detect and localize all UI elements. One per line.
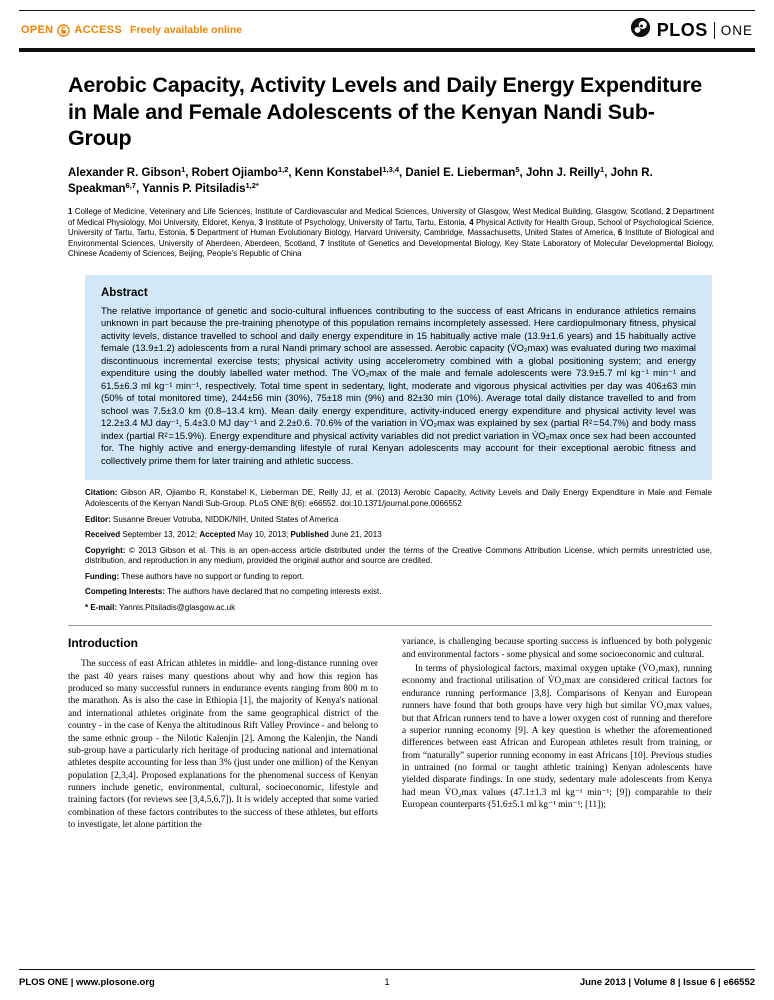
author-affiliation-sup: 5 (515, 164, 520, 174)
open-access-icon (57, 24, 70, 37)
author: John R. Speakman$^{6,7}$, (68, 166, 653, 196)
copyright-row: Copyright: © 2013 Gibson et al. This is an open-access article distributed under the terms of the Creative Commons Attribution License, which permits unrestricted use, distribution, and reproduction in any medium, provided the original author and source are credited. (85, 545, 712, 566)
article-title: Aerobic Capacity, Activity Levels and Daily Energy Expenditure in Male and Female Adolescents of the Kenyan Nandi Sub-Group (68, 73, 703, 151)
body-paragraph: The success of east African athletes in middle- and long-distance running over the past 40 years raises many questions about why and how this region has produced so many successful runners in endurance events ranging from 800 m to the marathon. As is also the case in Ethiopia [1], the majority of Kenya's national and international athletes originate from the same geographical district of the country - in the case of Kenya the altitudinous Rift Valley Province - and belong to the same ethnic group - the Nilotic Kalenjin [2]. Among the Kalenjin, the Nandi sub-group have a particularly rich heritage of producing national and international athletes despite accounting for less than 3% (just under one million) of the Kenyan population [2,3,4]. Proposed explanations for the phenomenal success of Kenyan runners include genetic, environmental, cultural, socioeconomic, lifestyle and training factors (for reviews see [3,4,5,6,7]). It is widely accepted that some varied combination of these factors contributes to the success of these athletes, but efforts to investigate, let alone partition the (68, 659, 378, 831)
funding-row: Funding: These authors have no support or funding to report. (85, 571, 305, 581)
plos-one-logo (630, 17, 753, 43)
journal-header (19, 10, 755, 52)
plos-wordmark: PLOS (656, 19, 708, 40)
footer-issue-info: June 2013 | Volume 8 | Issue 6 | e66552 (579, 977, 756, 988)
affiliations: 1 College of Medicine, Veterinary and Life Sciences, Institute of Cardiovascular and Medical Sciences, University of Glasgow, West Medical Building, Glasgow, Scotland, 2 Department of Medical Physiology, Moi University, Eldoret, Kenya, 3 Institute of Psychology, University of Tartu, Tartu, Estonia, 4 Physical Activity for Health Group, School of Psychological Science, University of Tartu, Tartu, Estonia, 5 Department of Human Evolutionary Biology, Harvard University, Cambridge, Massachusetts, United States of America, 6 Institute of Biological and Environmental Sciences, University of Aberdeen, Aberdeen, Scotland, 7 Institute of Genetics and Developmental Biology, Key State Laboratory of Molecular Developmental Biology, Chinese Academy of Sciences, Beijing, People's Republic of China (68, 207, 715, 259)
body-paragraph: In terms of physiological factors, maximal oxygen uptake (V̇O₂max), running economy and fractional utilisation of V̇O₂max are considered critical factors for endurance running performance [3,8]. Comparisons of Kenyan and European runners have found that both groups have very high but similar V̇O₂max values, but that African runners tend to have a lower oxygen cost of running and therefore a superior running economy [9]. A key question is whether the aforementioned differences between east African and European athletes result from training, or from “naturally” superior running economy in east Africans [10]. Previous studies in untrained (no formal or taught athletic training) Kenyan adolescents have yielded disparate findings. In one study, sedentary male adolescents from Kenya had mean V̇O₂max values (47.1±1.3 ml kg⁻¹ min⁻¹; [9]) comparable to their European counterparts (51.6±5.1 ml kg⁻¹ min⁻¹; [11]); (402, 664, 712, 811)
author: John J. Reilly$^1$, (525, 164, 611, 179)
footer-journal: PLOS ONE | www.plosone.org (19, 977, 155, 988)
author: Robert Ojiambo$^{1,2}$, (191, 164, 295, 179)
open-access-label-open: OPEN (21, 24, 54, 36)
plos-logo-icon (630, 17, 651, 43)
competing-interests-row: Competing Interests: The authors have declared that no competing interests exist. (85, 587, 382, 597)
left-column (68, 636, 378, 831)
author: Kenn Konstabel$^{1,3,4}$, (294, 164, 406, 179)
author-affiliation-sup: 1 (181, 164, 186, 174)
logo-divider (714, 22, 715, 39)
dates-row: Received September 13, 2012; Accepted May 10, 2013; Published June 21, 2013 (85, 530, 382, 540)
page-number: 1 (384, 977, 390, 988)
introduction-heading: Introduction (68, 636, 138, 651)
abstract-heading: Abstract (101, 286, 148, 299)
email-address: Yannis.Pitsiladis@glasgow.ac.uk (119, 602, 236, 612)
author-affiliation-sup: 1 (600, 164, 605, 174)
one-wordmark: ONE (720, 22, 753, 38)
author-affiliation-sup: 1,2* (245, 181, 259, 191)
author-affiliation-sup: 1,3,4 (382, 164, 399, 174)
email-row: * E-mail: Yannis.Pitsiladis@glasgow.ac.uk (85, 602, 236, 612)
freely-available-label: Freely available online (130, 24, 243, 36)
front-matter (85, 488, 712, 613)
open-access-banner (21, 24, 242, 37)
right-column (402, 636, 712, 831)
author: Yannis P. Pitsiladis$^{1,2*}$ (142, 181, 259, 196)
author-affiliation-sup: 1,2 (277, 164, 289, 174)
editor-row: Editor: Susanne Breuer Votruba, NIDDK/NIH, United States of America (85, 514, 339, 524)
body-columns (68, 636, 712, 831)
body-paragraph: variance, is challenging because sporting success is influenced by both polygenic and environmental factors - some physical and some socioeconomic and cultural. (402, 637, 712, 660)
authors-line (68, 165, 716, 198)
page-footer (19, 969, 755, 988)
author: Daniel E. Lieberman$^5$, (405, 164, 526, 179)
open-access-label-access: ACCESS (74, 24, 123, 36)
section-divider (68, 625, 712, 626)
citation-row: Citation: Gibson AR, Ojiambo R, Konstabel K, Lieberman DE, Reilly JJ, et al. (2013) Aerobic Capacity, Activity Levels and Daily Energy Expenditure in Male and Female Adolescents of the Kenyan Nandi Sub-Group. PLoS ONE 8(6): e66552. doi:10.1371/journal.pone.0066552 (85, 488, 712, 509)
author-affiliation-sup: 6,7 (125, 181, 136, 191)
abstract-text: The relative importance of genetic and socio-cultural influences contributing to the success of east Africans in endurance athletics remains unknown in part because the pre-training phenotype of this population remains incompletely assessed. Here cardiopulmonary fitness, physical activity levels, distance travelled to school and daily energy expenditure in 15 habitually active male (13.9±1.6 years) and 15 habitually active female (13.9±1.2) adolescents from a rural Nandi primary school are assessed. Aerobic capacity (V̇O₂max) was evaluated during two maximal discontinuous incremental exercise tests; physical activity using accelerometry combined with a global positioning system; and energy expenditure using the doubly labelled water method. The V̇O₂max of the male and female adolescents were 73.9±5.7 ml kg⁻¹ min⁻¹ and 61.5±6.3 ml kg⁻¹ min⁻¹, respectively. Total time spent in sedentary, light, moderate and vigorous physical activities per day was 406±63 min (50% of total monitored time), 244±56 min (30%), 75±18 min (9%) and 82±30 min (10%). Average total daily distance travelled to and from school was 7.5±3.0 km (0.8–13.4 km). Mean daily energy expenditure, activity-induced energy expenditure and physical activity level was 12.2±3.4 MJ day⁻¹, 5.4±3.0 MJ day⁻¹ and 2.2±0.6. 70.6% of the variation in V̇O₂max was explained by sex (partial R² = 54.7%) and body mass index (partial R² = 15.9%). Energy expenditure and physical activity variables did not predict variation in V̇O₂max once sex had been accounted for. The highly active and energy-demanding lifestyle of rural Kenyan adolescents may account for their exceptional aerobic fitness and collectively prime them for later training and athletic success. (101, 304, 696, 466)
author: Alexander R. Gibson$^1$, (68, 164, 192, 179)
abstract-section (85, 275, 712, 481)
